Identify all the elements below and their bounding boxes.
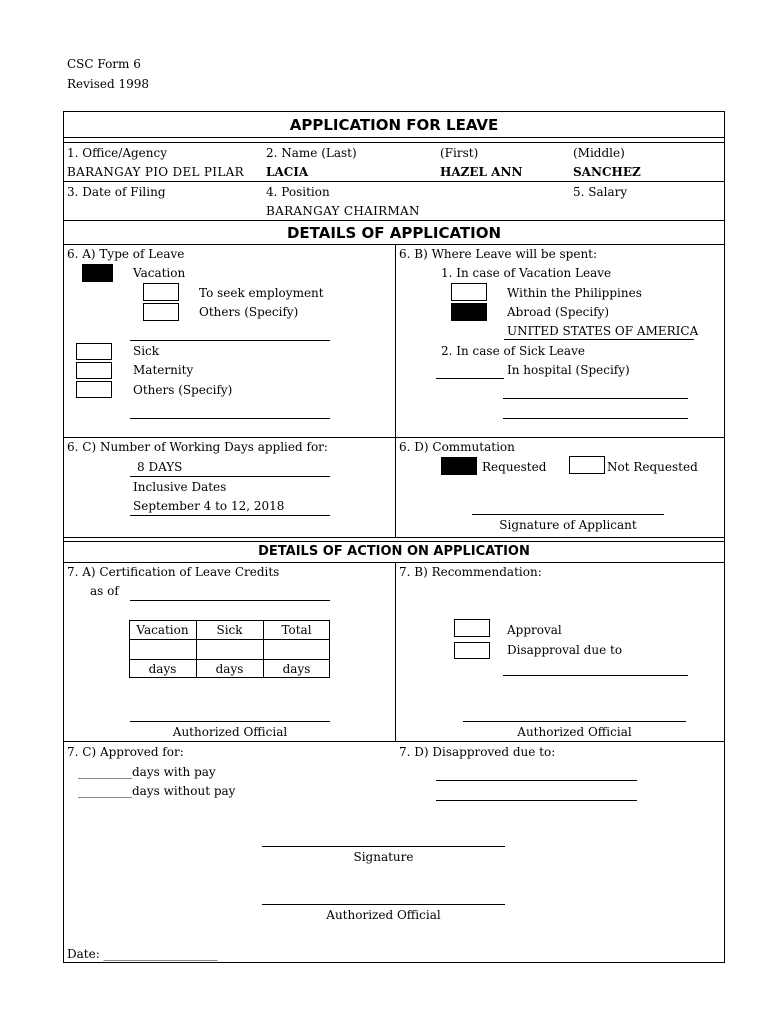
final-authorized-official: Authorized Official	[326, 908, 441, 922]
not-requested-checkbox[interactable]	[569, 456, 605, 474]
where-spent-label: 6. B) Where Leave will be spent:	[399, 247, 598, 261]
seek-employment-checkbox[interactable]	[143, 283, 179, 301]
name-first-value: HAZEL ANN	[440, 165, 523, 179]
sick-checkbox[interactable]	[76, 343, 112, 360]
vacation-checkbox[interactable]	[82, 264, 113, 282]
disapproval-checkbox[interactable]	[454, 642, 490, 659]
signature-applicant-label: Signature of Applicant	[499, 518, 637, 532]
name-first-label: (First)	[440, 146, 479, 160]
days-with-pay: _________days with pay	[78, 765, 216, 779]
vacation-case-label: 1. In case of Vacation Leave	[441, 266, 612, 280]
office-value: BARANGAY PIO DEL PILAR	[67, 165, 244, 179]
position-value: BARANGAY CHAIRMAN	[266, 204, 420, 218]
form-code: CSC Form 6	[67, 57, 141, 71]
type-of-leave-label: 6. A) Type of Leave	[67, 247, 185, 261]
table-header-vacation: Vacation	[136, 623, 189, 637]
table-unit-vacation: days	[148, 662, 177, 676]
date-filing-label: 3. Date of Filing	[67, 185, 166, 199]
not-requested-label: Not Requested	[607, 460, 698, 474]
table-header-total: Total	[281, 623, 312, 637]
authorized-official-7b: Authorized Official	[517, 725, 632, 739]
others2-specify-line	[130, 418, 330, 419]
name-middle-label: (Middle)	[573, 146, 625, 160]
seek-employment-label: To seek employment	[199, 286, 324, 300]
within-ph-checkbox[interactable]	[451, 283, 487, 301]
table-unit-total: days	[282, 662, 311, 676]
table-unit-sick: days	[215, 662, 244, 676]
disapproval-label: Disapproval due to	[507, 643, 623, 657]
others-label: Others (Specify)	[199, 305, 299, 319]
certification-label: 7. A) Certification of Leave Credits	[67, 565, 280, 579]
as-of-label: as of	[90, 584, 119, 598]
requested-label: Requested	[482, 460, 547, 474]
office-label: 1. Office/Agency	[67, 146, 168, 160]
abroad-checkbox[interactable]	[451, 303, 487, 321]
days-without-pay: _________days without pay	[78, 784, 236, 798]
in-hospital-label: In hospital (Specify)	[507, 363, 630, 377]
commutation-label: 6. D) Commutation	[399, 440, 515, 454]
authorized-official-7a: Authorized Official	[172, 725, 288, 739]
working-days-value: 8 DAYS	[137, 460, 183, 474]
position-label: 4. Position	[266, 185, 330, 199]
name-last-value: LACIA	[266, 165, 309, 179]
sick-case-label: 2. In case of Sick Leave	[441, 344, 585, 358]
recommendation-label: 7. B) Recommendation:	[399, 565, 542, 579]
abroad-label: Abroad (Specify)	[507, 305, 610, 319]
inclusive-dates-value: September 4 to 12, 2018	[133, 499, 285, 513]
maternity-label: Maternity	[133, 363, 194, 377]
abroad-value: UNITED STATES OF AMERICA	[507, 324, 699, 338]
working-days-label: 6. C) Number of Working Days applied for:	[67, 440, 328, 454]
others-checkbox[interactable]	[143, 303, 179, 321]
details-title: DETAILS OF APPLICATION	[286, 224, 502, 242]
approved-for-label: 7. C) Approved for:	[67, 745, 184, 759]
action-title: DETAILS OF ACTION ON APPLICATION	[258, 544, 530, 559]
approval-checkbox[interactable]	[454, 619, 490, 637]
inclusive-dates-label: Inclusive Dates	[133, 480, 227, 494]
name-last-label: 2. Name (Last)	[266, 146, 357, 160]
date-label: Date: ___________________	[67, 947, 218, 961]
within-ph-label: Within the Philippines	[507, 286, 642, 300]
form-revised: Revised 1998	[67, 77, 150, 91]
salary-label: 5. Salary	[573, 185, 628, 199]
signature-label: Signature	[353, 850, 414, 864]
requested-checkbox[interactable]	[441, 457, 477, 475]
others-specify-line	[130, 340, 330, 341]
vacation-label: Vacation	[133, 266, 186, 280]
disapproved-label: 7. D) Disapproved due to:	[399, 745, 556, 759]
maternity-checkbox[interactable]	[76, 362, 112, 379]
name-middle-value: SANCHEZ	[573, 165, 641, 179]
approval-label: Approval	[507, 623, 562, 637]
others2-checkbox[interactable]	[76, 381, 112, 398]
table-header-sick: Sick	[216, 623, 243, 637]
sick-label: Sick	[133, 344, 160, 358]
others2-label: Others (Specify)	[133, 383, 233, 397]
page-title: APPLICATION FOR LEAVE	[289, 116, 499, 134]
